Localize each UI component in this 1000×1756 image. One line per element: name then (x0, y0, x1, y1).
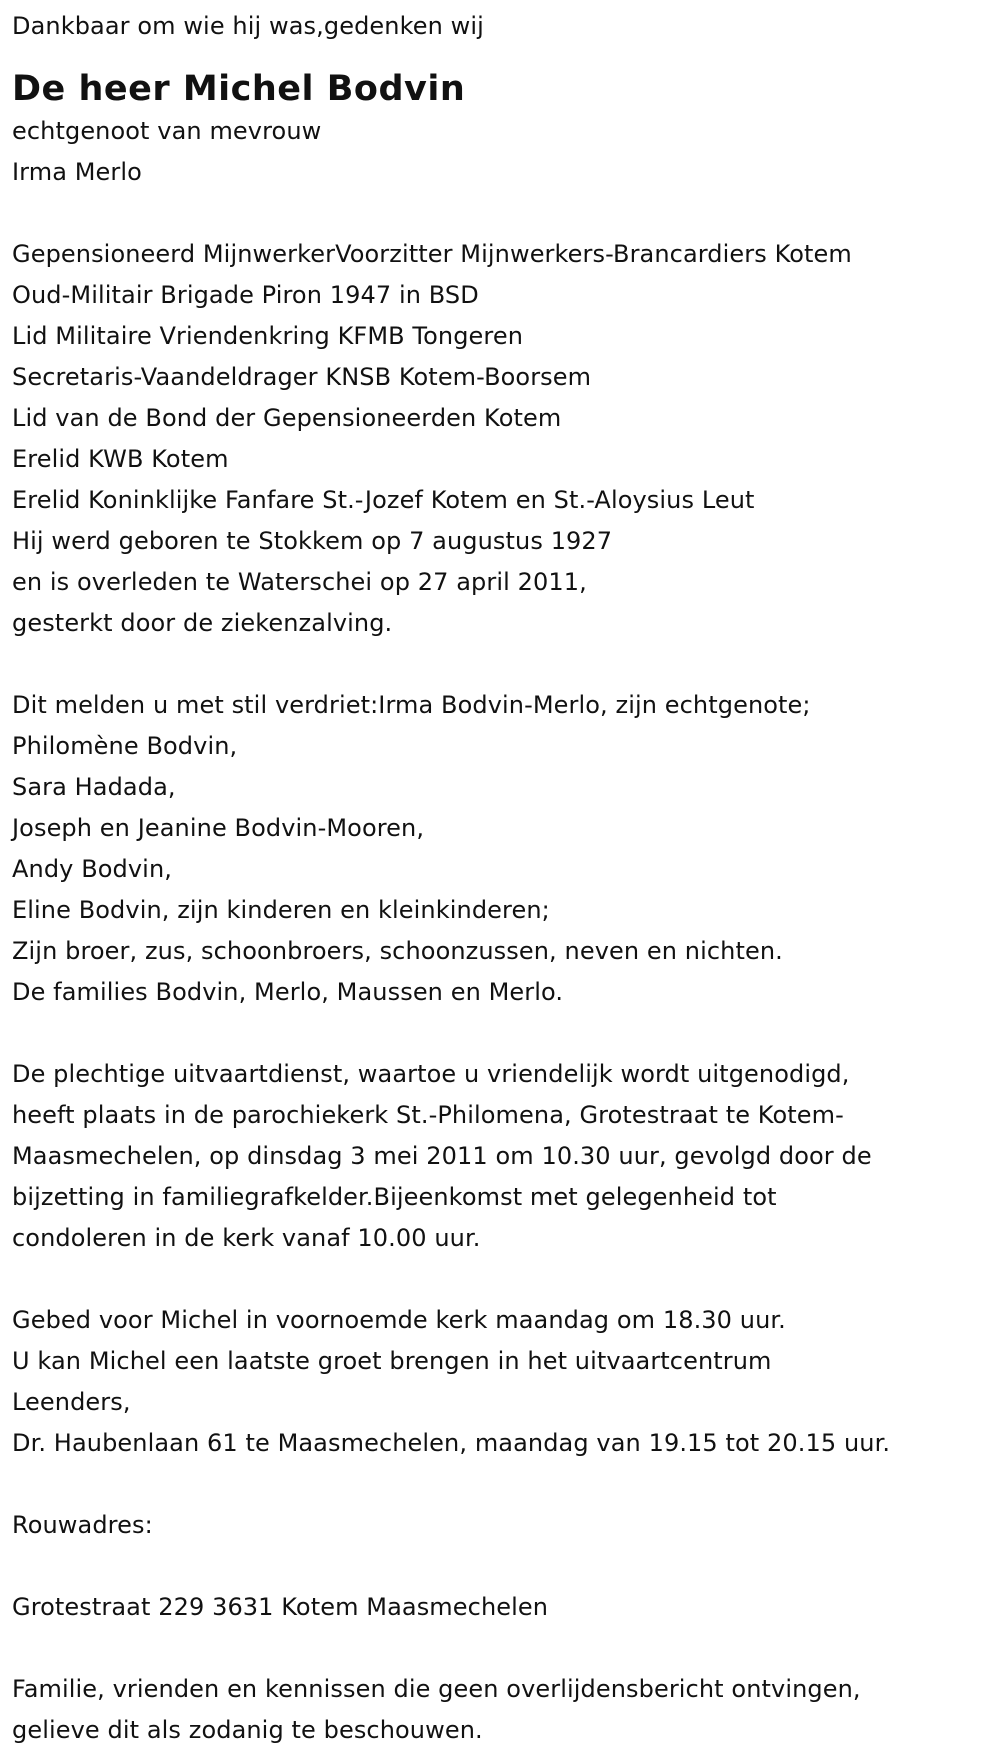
family-line: Sara Hadada, (12, 773, 176, 801)
family-line: De families Bodvin, Merlo, Maussen en Merlo. (12, 978, 564, 1006)
spacer (12, 193, 988, 234)
intro-line: Dankbaar om wie hij was,gedenken wij (12, 12, 484, 40)
funeral-line: bijzetting in familiegrafkelder.Bijeenkomst met gelegenheid tot (12, 1183, 777, 1211)
funeral-line: heeft plaats in de parochiekerk St.-Philomena, Grotestraat te Kotem- (12, 1101, 844, 1129)
sacrament-line: gesterkt door de ziekenzalving. (12, 609, 393, 637)
spacer (12, 644, 988, 685)
title-line: Erelid KWB Kotem (12, 445, 229, 473)
funeral-line: De plechtige uitvaartdienst, waartoe u vriendelijk wordt uitgenodigd, (12, 1060, 850, 1088)
spacer (12, 1259, 988, 1300)
visitation-line: Gebed voor Michel in voornoemde kerk maandag om 18.30 uur. (12, 1306, 786, 1334)
title-line: Lid van de Bond der Gepensioneerden Kotem (12, 404, 562, 432)
deceased-name: De heer Michel Bodvin (12, 69, 466, 109)
closing-line: gelieve dit als zodanig te beschouwen. (12, 1716, 483, 1744)
title-line: Oud-Militair Brigade Piron 1947 in BSD (12, 281, 479, 309)
title-line: Erelid Koninklijke Fanfare St.-Jozef Kotem en St.-Aloysius Leut (12, 486, 755, 514)
death-notice (0, 6, 1000, 1756)
visitation-block (12, 1300, 988, 1464)
visitation-line: U kan Michel een laatste groet brengen in het uitvaartcentrum (12, 1347, 772, 1375)
family-line: Philomène Bodvin, (12, 732, 238, 760)
spouse-line: echtgenoot van mevrouw (12, 117, 322, 145)
visitation-line: Dr. Haubenlaan 61 te Maasmechelen, maandag van 19.15 tot 20.15 uur. (12, 1429, 891, 1457)
title-line: Secretaris-Vaandeldrager KNSB Kotem-Boorsem (12, 363, 592, 391)
family-line: Eline Bodvin, zijn kinderen en kleinkinderen; (12, 896, 550, 924)
spacer (12, 1546, 988, 1587)
spouse-name: Irma Merlo (12, 158, 142, 186)
spacer (12, 1628, 988, 1669)
funeral-block (12, 1054, 988, 1259)
spacer (12, 1013, 988, 1054)
family-line: Andy Bodvin, (12, 855, 172, 883)
family-line: Zijn broer, zus, schoonbroers, schoonzussen, neven en nichten. (12, 937, 783, 965)
title-line: Lid Militaire Vriendenkring KFMB Tongeren (12, 322, 524, 350)
funeral-line: Maasmechelen, op dinsdag 3 mei 2011 om 10.30 uur, gevolgd door de (12, 1142, 872, 1170)
visitation-line: Leenders, (12, 1388, 131, 1416)
death-line: en is overleden te Waterschei op 27 april 2011, (12, 568, 587, 596)
closing-line: Familie, vrienden en kennissen die geen overlijdensbericht ontvingen, (12, 1675, 861, 1703)
spacer (12, 1464, 988, 1505)
family-block (12, 685, 988, 1013)
family-line: Joseph en Jeanine Bodvin-Mooren, (12, 814, 425, 842)
address-label: Rouwadres: (12, 1511, 153, 1539)
family-line: Dit melden u met stil verdriet:Irma Bodvin-Merlo, zijn echtgenote; (12, 691, 811, 719)
birth-line: Hij werd geboren te Stokkem op 7 augustus 1927 (12, 527, 613, 555)
title-line: Gepensioneerd MijnwerkerVoorzitter Mijnwerkers-Brancardiers Kotem (12, 240, 852, 268)
titles-block (12, 234, 988, 644)
address-value: Grotestraat 229 3631 Kotem Maasmechelen (12, 1593, 549, 1621)
funeral-line: condoleren in de kerk vanaf 10.00 uur. (12, 1224, 481, 1252)
closing-block (12, 1669, 988, 1751)
